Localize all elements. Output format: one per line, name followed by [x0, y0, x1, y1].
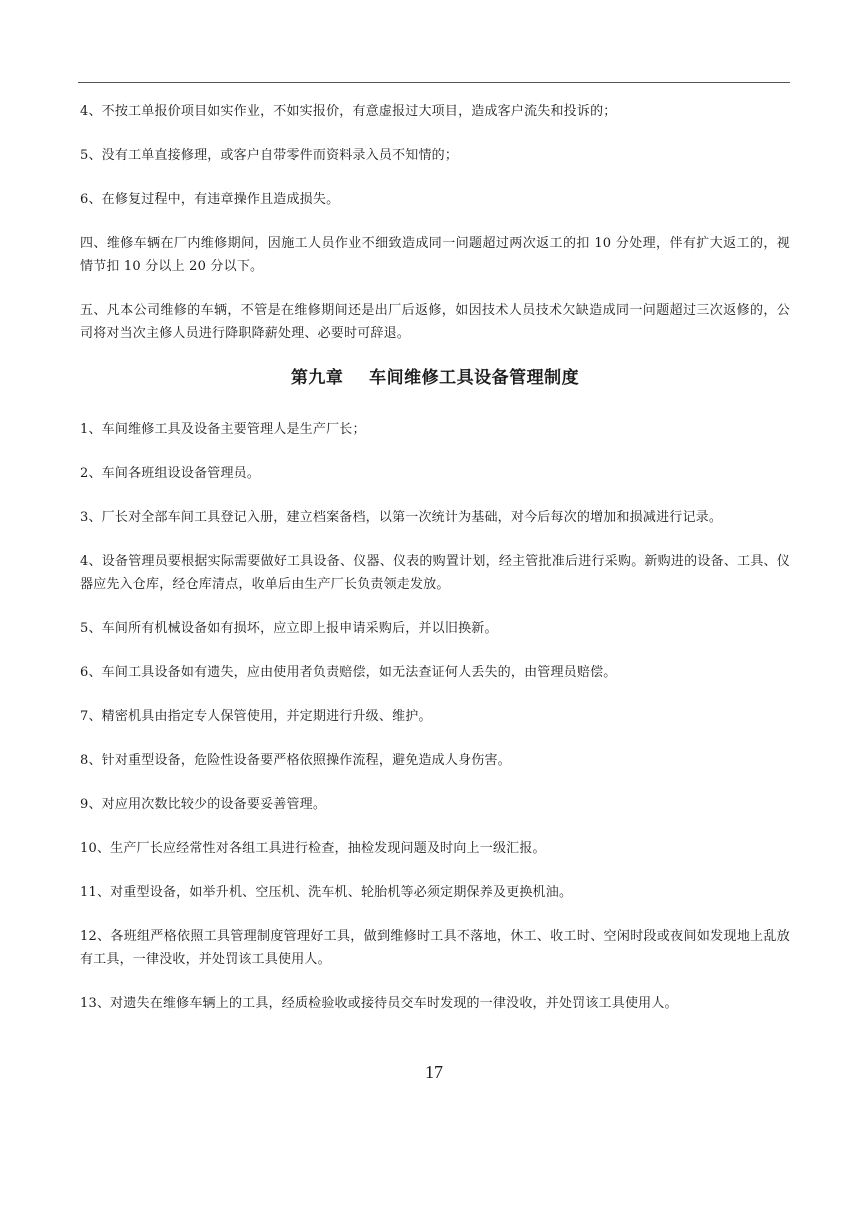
- paragraph: 10、生产厂长应经常性对各组工具进行检查，抽检发现问题及时向上一级汇报。: [80, 841, 546, 856]
- paragraph: 5、车间所有机械设备如有损坏，应立即上报申请采购后，并以旧换新。: [80, 621, 498, 636]
- paragraph: 5、没有工单直接修理，或客户自带零件而资料录入员不知情的；: [80, 148, 459, 163]
- paragraph: 12、各班组严格依照工具管理制度管理好工具，做到维修时工具不落地，休工、收工时、空闲时段或夜间如发现地上乱放有工具，一律没收，并处罚该工具使用人。: [80, 929, 790, 967]
- paragraph: 8、针对重型设备，危险性设备要严格依照操作流程，避免造成人身伤害。: [80, 753, 511, 768]
- page-number: 17: [425, 1062, 443, 1082]
- paragraph: 2、车间各班组设设备管理员。: [80, 466, 261, 481]
- page-content: [80, 100, 790, 1036]
- paragraph: 9、对应用次数比较少的设备要妥善管理。: [80, 797, 327, 812]
- paragraph: 四、维修车辆在厂内维修期间，因施工人员作业不细致造成同一问题超过两次返工的扣 10 分处理，伴有扩大返工的，视情节扣 10 分以上 20 分以下。: [80, 236, 790, 274]
- paragraph: 7、精密机具由指定专人保管使用，并定期进行升级、维护。: [80, 709, 432, 724]
- paragraph: 4、不按工单报价项目如实作业，不如实报价，有意虚报过大项目，造成客户流失和投诉的；: [80, 104, 617, 119]
- paragraph: 4、设备管理员要根据实际需要做好工具设备、仪器、仪表的购置计划，经主管批准后进行采购。新购进的设备、工具、仪器应先入仓库，经仓库清点，收单后由生产厂长负责领走发放。: [80, 554, 790, 592]
- paragraph: 五、凡本公司维修的车辆，不管是在维修期间还是出厂后返修，如因技术人员技术欠缺造成同一问题超过三次返修的，公司将对当次主修人员进行降职降薪处理、必要时可辞退。: [80, 303, 790, 341]
- paragraph: 11、对重型设备，如举升机、空压机、洗车机、轮胎机等必须定期保养及更换机油。: [80, 885, 573, 900]
- paragraph: 1、车间维修工具及设备主要管理人是生产厂长；: [80, 422, 366, 437]
- header-rule: [78, 82, 790, 83]
- paragraph: 13、对遗失在维修车辆上的工具，经质检验收或接待员交车时发现的一律没收，并处罚该工具使用人。: [80, 996, 678, 1011]
- paragraph: 6、在修复过程中，有违章操作且造成损失。: [80, 192, 340, 207]
- paragraph: 6、车间工具设备如有遗失，应由使用者负责赔偿，如无法查证何人丢失的，由管理员赔偿。: [80, 665, 617, 680]
- chapter-title: 第九章 车间维修工具设备管理制度: [290, 368, 580, 388]
- paragraph: 3、厂长对全部车间工具登记入册，建立档案备档，以第一次统计为基础，对今后每次的增加和损减进行记录。: [80, 510, 723, 525]
